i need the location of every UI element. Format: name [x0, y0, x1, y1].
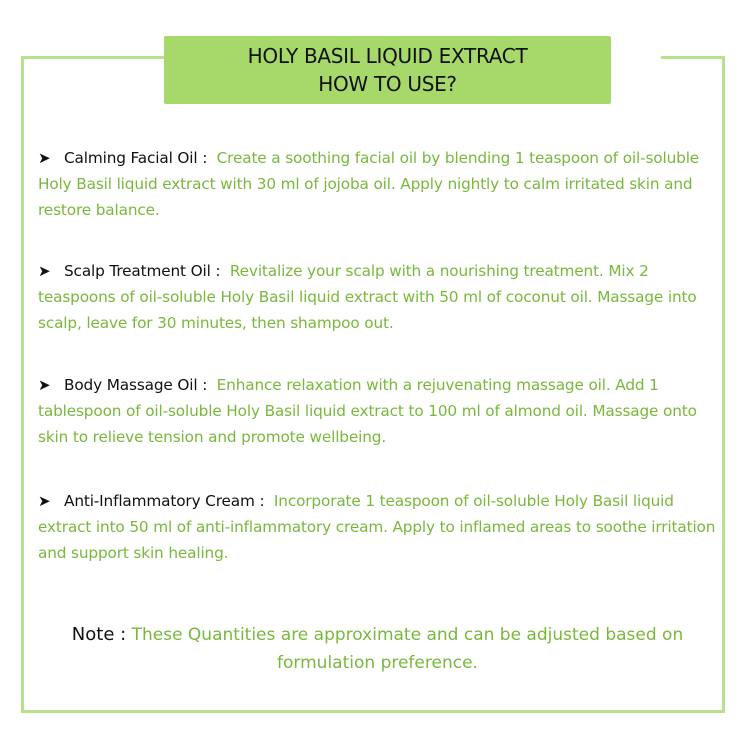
arrow-bullet-icon: ➤ — [38, 492, 51, 510]
usage-item-heading: Anti-Inflammatory Cream : — [64, 492, 265, 510]
arrow-bullet-icon: ➤ — [38, 262, 51, 280]
usage-item-heading: Calming Facial Oil : — [64, 149, 208, 167]
arrow-bullet-icon: ➤ — [38, 376, 51, 394]
usage-item-text: Enhance relaxation with a rejuvenating massage oil. Add 1 tablespoon of oil-soluble Holy Basil liquid extract to 100 ml of almond oil. Massage onto skin to relieve tension and promote wellbeing. — [38, 376, 697, 446]
title-line-1: HOLY BASIL LIQUID EXTRACT — [247, 44, 528, 68]
usage-item-text: Revitalize your scalp with a nourishing treatment. Mix 2 teaspoons of oil-soluble Holy Basil liquid extract with 50 ml of coconut oil. Massage into scalp, leave for 30 minutes, then shampoo out. — [38, 262, 697, 332]
note-text: These Quantities are approximate and can be adjusted based on formulation preference. — [131, 625, 684, 673]
usage-item-heading: Scalp Treatment Oil : — [64, 262, 221, 280]
usage-item-calming-facial-oil — [38, 145, 728, 223]
usage-item-heading: Body Massage Oil : — [64, 376, 208, 394]
frame-top-left-border — [21, 56, 164, 59]
usage-item-text: Incorporate 1 teaspoon of oil-soluble Holy Basil liquid extract into 50 ml of anti-inflammatory cream. Apply to inflamed areas to soothe irritation and support skin healing. — [38, 492, 716, 562]
arrow-bullet-icon: ➤ — [38, 149, 51, 167]
title-line-2: HOW TO USE? — [318, 72, 457, 96]
usage-item-body-massage-oil — [38, 372, 728, 450]
usage-item-anti-inflammatory-cream — [38, 488, 728, 566]
note-label: Note : — [71, 624, 127, 645]
title-banner — [164, 36, 611, 104]
frame-top-right-border — [661, 56, 725, 59]
usage-item-text: Create a soothing facial oil by blending 1 teaspoon of oil-soluble Holy Basil liquid extract with 30 ml of jojoba oil. Apply nightly to calm irritated skin and restore balance. — [38, 149, 700, 219]
note-paragraph — [40, 621, 715, 677]
usage-item-scalp-treatment-oil — [38, 258, 728, 336]
